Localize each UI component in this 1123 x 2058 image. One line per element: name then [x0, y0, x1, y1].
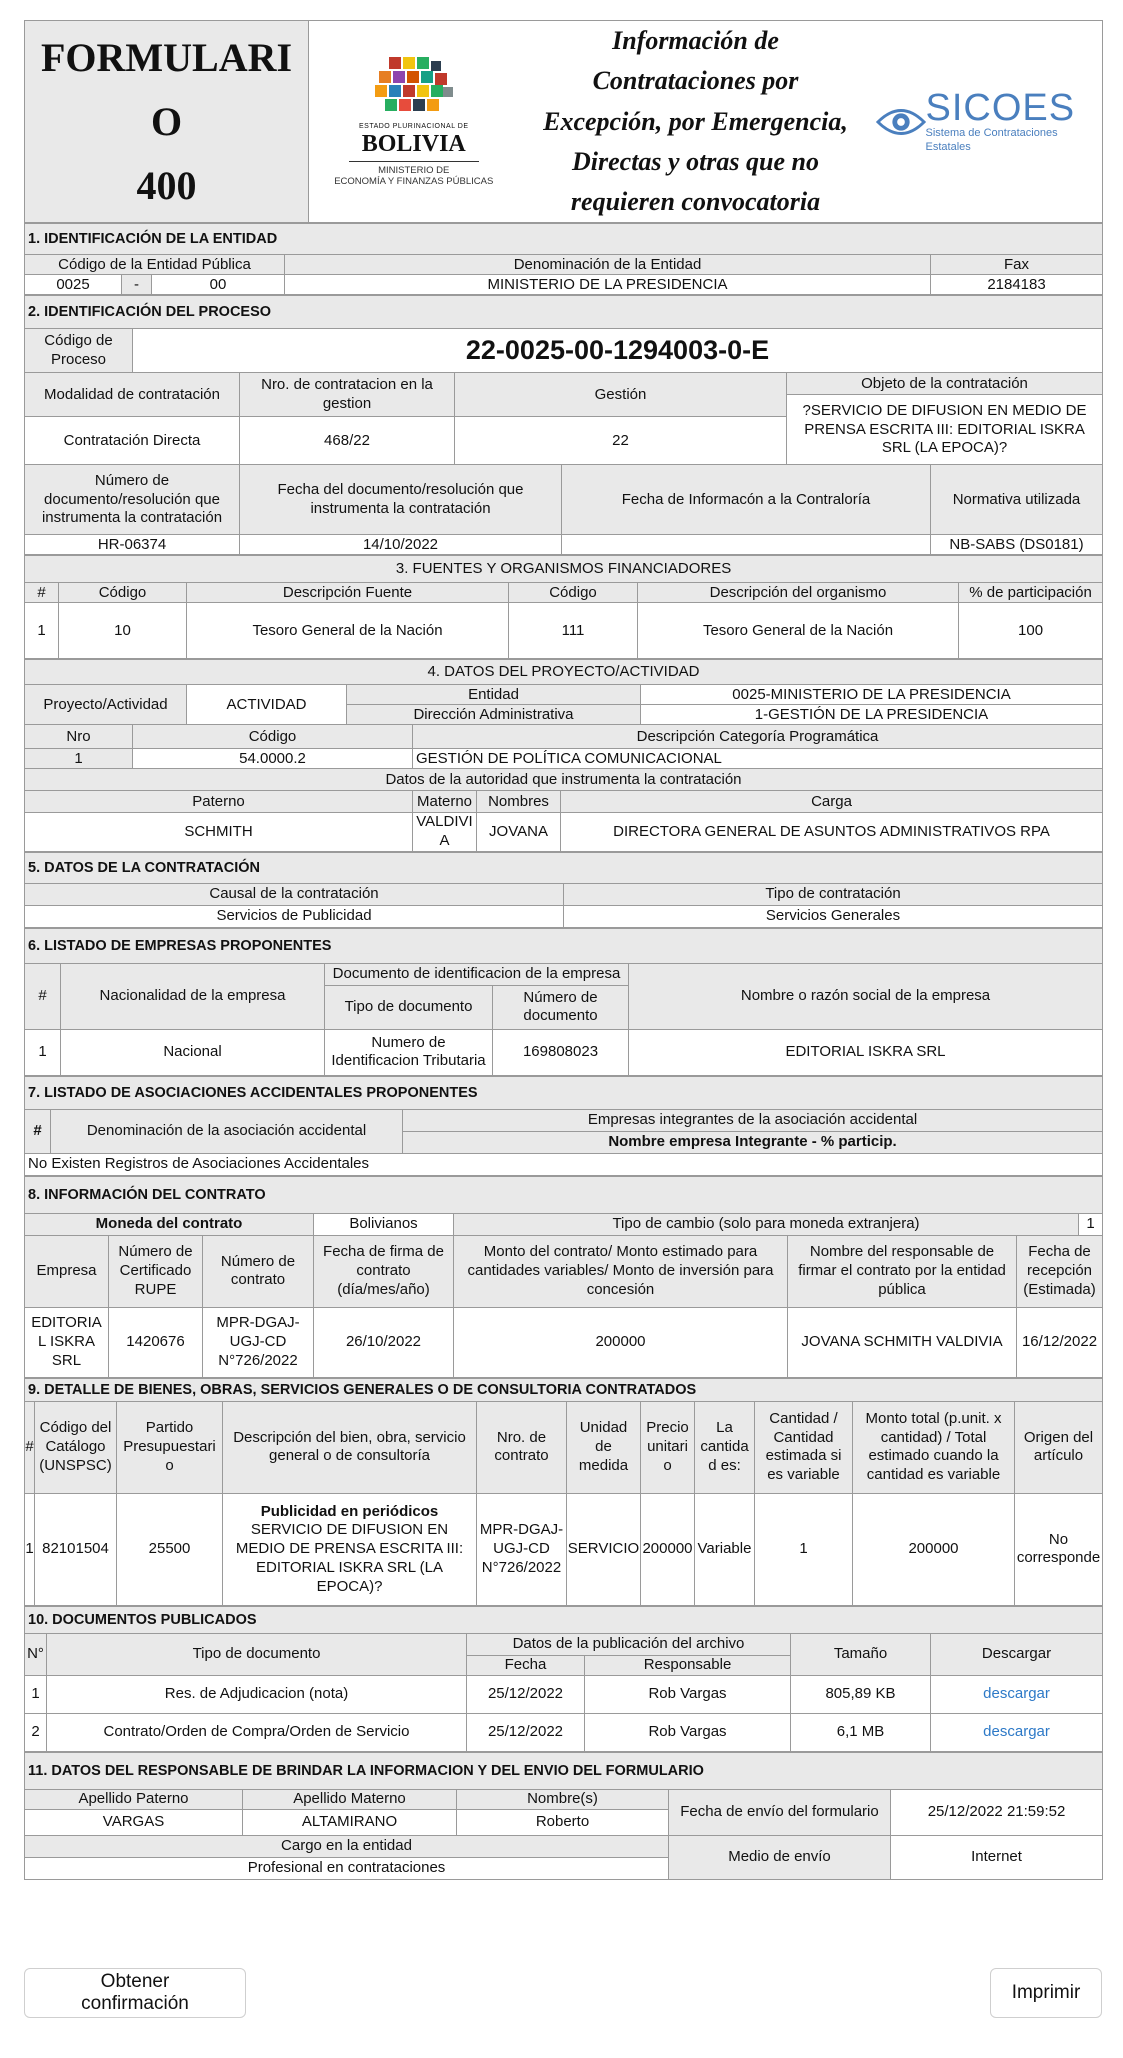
table-row	[25, 1493, 1103, 1605]
col-header: Precio unitario	[641, 1401, 695, 1493]
section-7-associations	[24, 1076, 1103, 1176]
authority-title: Datos de la autoridad que instrumenta la contratación	[25, 769, 1103, 791]
col-header: Código del Catálogo (UNSPSC)	[35, 1401, 117, 1493]
obtain-confirmation-button[interactable]: Obtener confirmación	[24, 1968, 246, 2018]
info-title-line: requieren convocatoria	[570, 187, 821, 217]
col-header: Apellido Materno	[243, 1789, 457, 1809]
col-header: Normativa utilizada	[931, 465, 1103, 535]
section-title: 10. DOCUMENTOS PUBLICADOS	[25, 1606, 1103, 1633]
responsible-nombres: Roberto	[457, 1809, 669, 1835]
col-header: Denominación de la asociación accidental	[51, 1109, 403, 1153]
col-header: Nro. de contratacion en la gestion	[240, 373, 455, 417]
cell: Tesoro General de la Nación	[638, 603, 959, 659]
document-date: 14/10/2022	[240, 535, 562, 555]
section-title: 7. LISTADO DE ASOCIACIONES ACCIDENTALES PROPONENTES	[25, 1076, 1103, 1109]
section-title: 2. IDENTIFICACIÓN DEL PROCESO	[25, 296, 1103, 329]
col-header: Fecha	[467, 1655, 585, 1675]
col-header: Materno	[413, 791, 477, 813]
cell: Tesoro General de la Nación	[187, 603, 509, 659]
col-header: Causal de la contratación	[25, 883, 564, 905]
cell: 6,1 MB	[791, 1713, 931, 1751]
logo-country: BOLIVIA	[361, 131, 466, 158]
contracting-type: Servicios Generales	[564, 905, 1103, 927]
col-header: Descripción del bien, obra, servicio general o de consultoría	[223, 1401, 477, 1493]
process-code: 22-0025-00-1294003-0-E	[133, 329, 1103, 373]
col-header: Fecha de recepción (Estimada)	[1017, 1235, 1103, 1307]
cell: EDITORIAL ISKRA SRL	[629, 1029, 1103, 1075]
contracting-causal: Servicios de Publicidad	[25, 905, 564, 927]
col-header: Código	[59, 583, 187, 603]
col-header: Apellido Paterno	[25, 1789, 243, 1809]
form-title	[25, 21, 309, 223]
info-title-line: Directas y otras que no	[572, 146, 819, 176]
col-header: Denominación de la Entidad	[285, 255, 931, 275]
send-medium-value: Internet	[891, 1835, 1103, 1879]
col-header: Monto total (p.unit. x cantidad) / Total estimado cuando la cantidad es variable	[853, 1401, 1015, 1493]
contract-number: 468/22	[240, 417, 455, 465]
send-date-label: Fecha de envío del formulario	[669, 1789, 891, 1835]
item-description-title: Publicidad en periódicos	[260, 1502, 439, 1520]
col-header: La cantidad es:	[695, 1401, 755, 1493]
currency-label: Moneda del contrato	[25, 1213, 314, 1235]
contract-modality: Contratación Directa	[25, 417, 240, 465]
contract-object: ?SERVICIO DE DIFUSION EN MEDIO DE PRENSA ESCRITA III: EDITORIAL ISKRA SRL (LA EPOCA)?	[787, 395, 1103, 465]
sicoes-subtitle: Sistema de Contrataciones Estatales	[925, 126, 1058, 153]
col-header: Carga	[561, 791, 1103, 813]
no-records: No Existen Registros de Asociaciones Accidentales	[25, 1153, 1103, 1175]
send-medium-label: Medio de envío	[669, 1835, 891, 1879]
cell: 200000	[454, 1307, 788, 1377]
section-title: 8. INFORMACIÓN DEL CONTRATO	[25, 1176, 1103, 1213]
cell: 10	[59, 603, 187, 659]
authority-nombres: JOVANA	[477, 813, 561, 852]
exchange-label: Tipo de cambio (solo para moneda extranjera)	[454, 1213, 1079, 1235]
entity-code-sep: -	[122, 275, 152, 295]
cell: 1	[25, 1029, 61, 1075]
authority-materno: VALDIVIA	[413, 813, 477, 852]
currency-value: Bolivianos	[314, 1213, 454, 1235]
cell: 1	[25, 1675, 47, 1713]
cell: 16/12/2022	[1017, 1307, 1103, 1377]
contract-gestion: 22	[455, 417, 787, 465]
col-header: Nombre empresa Integrante - % particip.	[403, 1131, 1103, 1153]
logo-ministry-line1: MINISTERIO DE	[378, 165, 450, 177]
table-row	[25, 1029, 1103, 1075]
form-sheet	[24, 20, 1102, 1880]
cell: 1420676	[109, 1307, 203, 1377]
item-description-text: SERVICIO DE DIFUSION EN MEDIO DE PRENSA ESCRITA III: EDITORIAL ISKRA SRL (LA EPOCA)?	[235, 1521, 464, 1595]
col-header: Código	[133, 725, 413, 749]
logo-ministry-line2: ECONOMÍA Y FINANZAS PÚBLICAS	[334, 176, 494, 188]
col-header: % de participación	[959, 583, 1103, 603]
section-title: 6. LISTADO DE EMPRESAS PROPONENTES	[25, 928, 1103, 963]
responsible-materno: ALTAMIRANO	[243, 1809, 457, 1835]
cell: MPR-DGAJ-UGJ-CD N°726/2022	[477, 1493, 567, 1605]
section-5-contracting	[24, 852, 1103, 928]
col-header: Partido Presupuestario	[117, 1401, 223, 1493]
responsible-cargo: Profesional en contrataciones	[25, 1857, 669, 1879]
bolivia-logo	[309, 21, 519, 223]
col-header: Monto del contrato/ Monto estimado para cantidades variables/ Monto de inversión para concesión	[454, 1235, 788, 1307]
col-header: Número de documento	[493, 985, 629, 1029]
col-header: Número de contrato	[203, 1235, 314, 1307]
cell: 1	[755, 1493, 853, 1605]
col-header: Tipo de documento	[325, 985, 493, 1029]
normativa: NB-SABS (DS0181)	[931, 535, 1103, 555]
project-label: Proyecto/Actividad	[25, 685, 187, 725]
cell: Numero de Identificacion Tributaria	[325, 1029, 493, 1075]
category-nro: 1	[25, 749, 133, 769]
col-header: Código	[509, 583, 638, 603]
cell: 200000	[641, 1493, 695, 1605]
col-header: Fax	[931, 255, 1103, 275]
cell: Rob Vargas	[585, 1713, 791, 1751]
col-header: Nombre o razón social de la empresa	[629, 963, 1103, 1029]
section-title: 1. IDENTIFICACIÓN DE LA ENTIDAD	[25, 224, 1103, 255]
col-header: Cantidad / Cantidad estimada si es variable	[755, 1401, 853, 1493]
send-date-value: 25/12/2022 21:59:52	[891, 1789, 1103, 1835]
col-header: Fecha de Informacón a la Contraloría	[562, 465, 931, 535]
col-header: Documento de identificacion de la empresa	[325, 963, 629, 985]
section-9-details	[24, 1378, 1103, 1606]
project-value: ACTIVIDAD	[187, 685, 347, 725]
cell: Nacional	[61, 1029, 325, 1075]
col-header: Cargo en la entidad	[25, 1835, 669, 1857]
col-header: Paterno	[25, 791, 413, 813]
responsible-paterno: VARGAS	[25, 1809, 243, 1835]
section-title: 5. DATOS DE LA CONTRATACIÓN	[25, 852, 1103, 883]
cell: 200000	[853, 1493, 1015, 1605]
cell: 169808023	[493, 1029, 629, 1075]
info-title-line: Información de	[612, 26, 779, 55]
table-row	[25, 603, 1103, 659]
col-header: Nacionalidad de la empresa	[61, 963, 325, 1029]
authority-paterno: SCHMITH	[25, 813, 413, 852]
form-header	[24, 20, 1103, 223]
col-header: Descargar	[931, 1633, 1103, 1675]
cell: 111	[509, 603, 638, 659]
col-header: Descripción Categoría Programática	[413, 725, 1103, 749]
col-header: Unidad de medida	[567, 1401, 641, 1493]
cell: Contrato/Orden de Compra/Orden de Servicio	[47, 1713, 467, 1751]
col-header: Tamaño	[791, 1633, 931, 1675]
col-header: Código de la Entidad Pública	[25, 255, 285, 275]
col-header: Empresa	[25, 1235, 109, 1307]
section-title: 11. DATOS DEL RESPONSABLE DE BRINDAR LA INFORMACION Y DEL ENVIO DEL FORMULARIO	[25, 1752, 1103, 1789]
direccion-value: 1-GESTIÓN DE LA PRESIDENCIA	[641, 705, 1103, 725]
col-header: Tipo de contratación	[564, 883, 1103, 905]
info-title	[519, 21, 873, 223]
col-header: Fecha de firma de contrato (día/mes/año)	[314, 1235, 454, 1307]
entity-code-b: 00	[152, 275, 285, 295]
section-3-funding	[24, 555, 1103, 659]
col-header: Número de Certificado RUPE	[109, 1235, 203, 1307]
table-row	[25, 1675, 1103, 1713]
col-header: Objeto de la contratación	[787, 373, 1103, 395]
download-link[interactable]: descargar	[983, 1685, 1050, 1703]
cell: 1	[25, 1493, 35, 1605]
sicoes-logo	[873, 21, 1103, 223]
info-title-line: Contrataciones por	[592, 66, 799, 96]
col-header: Nro	[25, 725, 133, 749]
cell: 25/12/2022	[467, 1675, 585, 1713]
section-10-documents	[24, 1606, 1103, 1752]
section-6-companies	[24, 928, 1103, 1076]
col-header: Nombres	[477, 791, 561, 813]
form-label: FORMULARIO	[40, 34, 293, 144]
col-header: Origen del artículo	[1015, 1401, 1103, 1493]
cell: 82101504	[35, 1493, 117, 1605]
cell: 100	[959, 603, 1103, 659]
sicoes-eye-icon	[876, 102, 926, 142]
cell: Rob Vargas	[585, 1675, 791, 1713]
cell: 26/10/2022	[314, 1307, 454, 1377]
section-11-responsible	[24, 1752, 1103, 1880]
col-header: N°	[25, 1633, 47, 1675]
col-header: Gestión	[455, 373, 787, 417]
download-link[interactable]: descargar	[983, 1723, 1050, 1741]
col-header: Nombre(s)	[457, 1789, 669, 1809]
table-row	[25, 1307, 1103, 1377]
section-2-process	[24, 295, 1103, 555]
col-header: Número de documento/resolución que instrumenta la contratación	[25, 465, 240, 535]
form-number: 400	[136, 162, 197, 208]
cell: 25500	[117, 1493, 223, 1605]
cell: 805,89 KB	[791, 1675, 931, 1713]
col-header: Descripción Fuente	[187, 583, 509, 603]
cell: Res. de Adjudicacion (nota)	[47, 1675, 467, 1713]
entity-label: Entidad	[347, 685, 641, 705]
cell: JOVANA SCHMITH VALDIVIA	[788, 1307, 1017, 1377]
col-header: Modalidad de contratación	[25, 373, 240, 417]
exchange-value: 1	[1079, 1213, 1103, 1235]
contraloria-date	[562, 535, 931, 555]
col-header: Nro. de contrato	[477, 1401, 567, 1493]
info-title-line: Excepción, por Emergencia,	[543, 106, 848, 136]
cell: 1	[25, 603, 59, 659]
category-desc: GESTIÓN DE POLÍTICA COMUNICACIONAL	[413, 749, 1103, 769]
section-title: 3. FUENTES Y ORGANISMOS FINANCIADORES	[25, 556, 1103, 583]
col-header: #	[25, 1401, 35, 1493]
section-8-contract	[24, 1176, 1103, 1378]
bolivia-emblem-icon	[371, 55, 457, 119]
entity-name: MINISTERIO DE LA PRESIDENCIA	[285, 275, 931, 295]
col-header: Descripción del organismo	[638, 583, 959, 603]
sicoes-name: SICOES	[925, 86, 1076, 129]
col-header: #	[25, 963, 61, 1029]
cell: No corresponde	[1015, 1493, 1103, 1605]
cell: 25/12/2022	[467, 1713, 585, 1751]
col-header: Tipo de documento	[47, 1633, 467, 1675]
col-header: Nombre del responsable de firmar el contrato por la entidad pública	[788, 1235, 1017, 1307]
cell: SERVICIO	[567, 1493, 641, 1605]
col-header: Empresas integrantes de la asociación accidental	[403, 1109, 1103, 1131]
table-row	[25, 1713, 1103, 1751]
logo-estado: ESTADO PLURINACIONAL DE	[358, 123, 469, 131]
authority-cargo: DIRECTORA GENERAL DE ASUNTOS ADMINISTRATIVOS RPA	[561, 813, 1103, 852]
section-4-project	[24, 659, 1103, 852]
section-title: 4. DATOS DEL PROYECTO/ACTIVIDAD	[25, 660, 1103, 685]
entity-fax: 2184183	[931, 275, 1103, 295]
col-header: Fecha del documento/resolución que instrumenta la contratación	[240, 465, 562, 535]
entity-value: 0025-MINISTERIO DE LA PRESIDENCIA	[641, 685, 1103, 705]
col-header: Datos de la publicación del archivo	[467, 1633, 791, 1655]
cell: Variable	[695, 1493, 755, 1605]
cell: 2	[25, 1713, 47, 1751]
direccion-label: Dirección Administrativa	[347, 705, 641, 725]
category-code: 54.0000.2	[133, 749, 413, 769]
section-1-entity	[24, 223, 1103, 295]
print-button[interactable]: Imprimir	[990, 1968, 1102, 2018]
cell: EDITORIAL ISKRA SRL	[25, 1307, 109, 1377]
entity-code-a: 0025	[25, 275, 122, 295]
section-title: 9. DETALLE DE BIENES, OBRAS, SERVICIOS GENERALES O DE CONSULTORIA CONTRATADOS	[25, 1378, 1103, 1401]
item-description	[223, 1493, 477, 1605]
col-header: #	[25, 583, 59, 603]
col-header: #	[25, 1109, 51, 1153]
document-number: HR-06374	[25, 535, 240, 555]
cell: MPR-DGAJ-UGJ-CD N°726/2022	[203, 1307, 314, 1377]
process-code-label: Código de Proceso	[25, 329, 133, 373]
col-header: Responsable	[585, 1655, 791, 1675]
